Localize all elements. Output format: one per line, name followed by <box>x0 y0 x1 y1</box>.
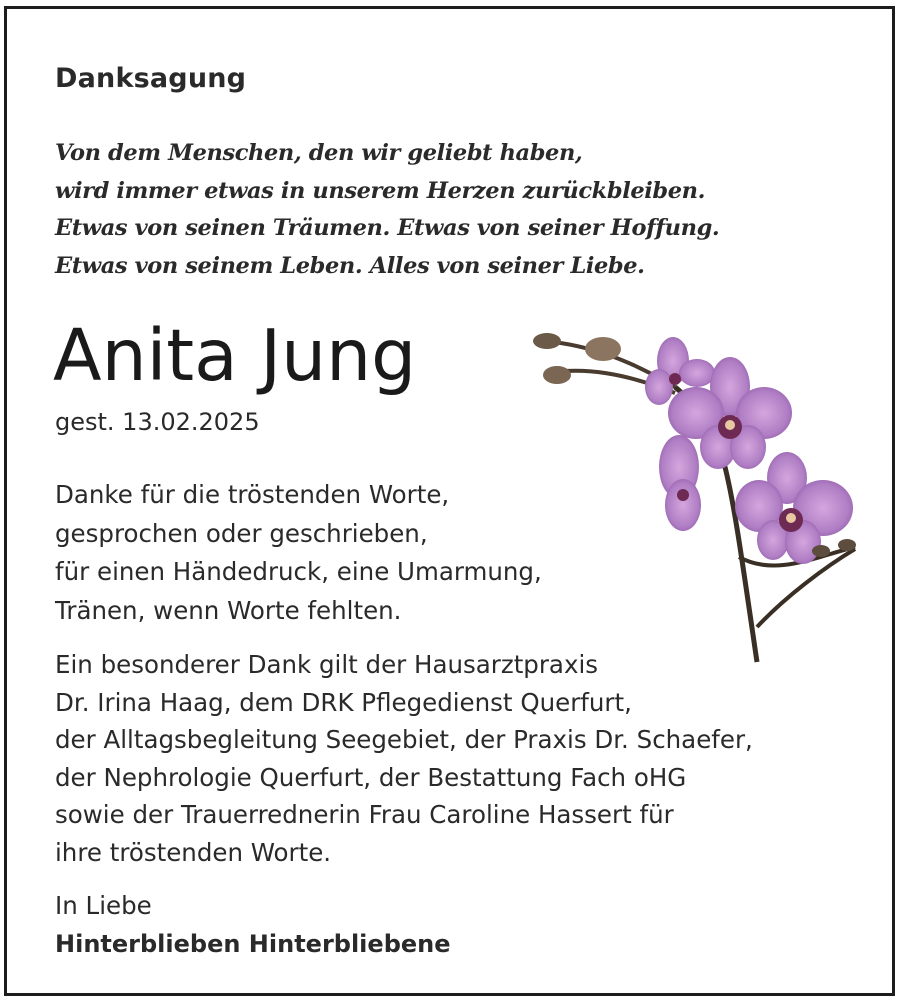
death-date: gest. 13.02.2025 <box>55 408 260 436</box>
heading: Danksagung <box>55 63 247 94</box>
poem-line: Von dem Menschen, den wir geliebt haben, <box>55 140 583 166</box>
family-signature: Hinterblieben Hinterbliebene <box>55 930 451 958</box>
poem <box>55 135 719 285</box>
closing-text: In Liebe <box>55 891 152 920</box>
deceased-name: Anita Jung <box>53 314 417 397</box>
special-line: Dr. Irina Haag, dem DRK Pflegedienst Querfurt, <box>55 687 632 717</box>
thanks-text <box>55 476 542 630</box>
thanks-line: für einen Händedruck, eine Umarmung, <box>55 557 542 586</box>
special-line: ihre tröstenden Worte. <box>55 837 332 867</box>
special-line: sowie der Trauerrednerin Frau Caroline Hassert für <box>55 800 674 829</box>
poem-line: Etwas von seinen Träumen. Etwas von seiner Hoffung. <box>55 215 720 241</box>
thanks-line: Danke für die tröstenden Worte, <box>55 480 450 509</box>
thanks-line: Tränen, wenn Worte fehlten. <box>55 595 402 625</box>
poem-line: wird immer etwas in unserem Herzen zurückbleiben. <box>55 177 706 204</box>
special-line: der Nephrologie Querfurt, der Bestattung Fach oHG <box>55 762 687 792</box>
poem-line: Etwas von seinem Leben. Alles von seiner Liebe. <box>55 252 645 279</box>
special-line: der Alltagsbegleitung Seegebiet, der Praxis Dr. Schaefer, <box>55 725 753 754</box>
thanks-line: gesprochen oder geschrieben, <box>55 518 428 548</box>
special-line: Ein besonderer Dank gilt der Hausarztpraxis <box>55 650 599 679</box>
obituary-notice <box>4 6 895 996</box>
orchid-icon <box>525 327 870 672</box>
special-thanks <box>55 646 753 871</box>
